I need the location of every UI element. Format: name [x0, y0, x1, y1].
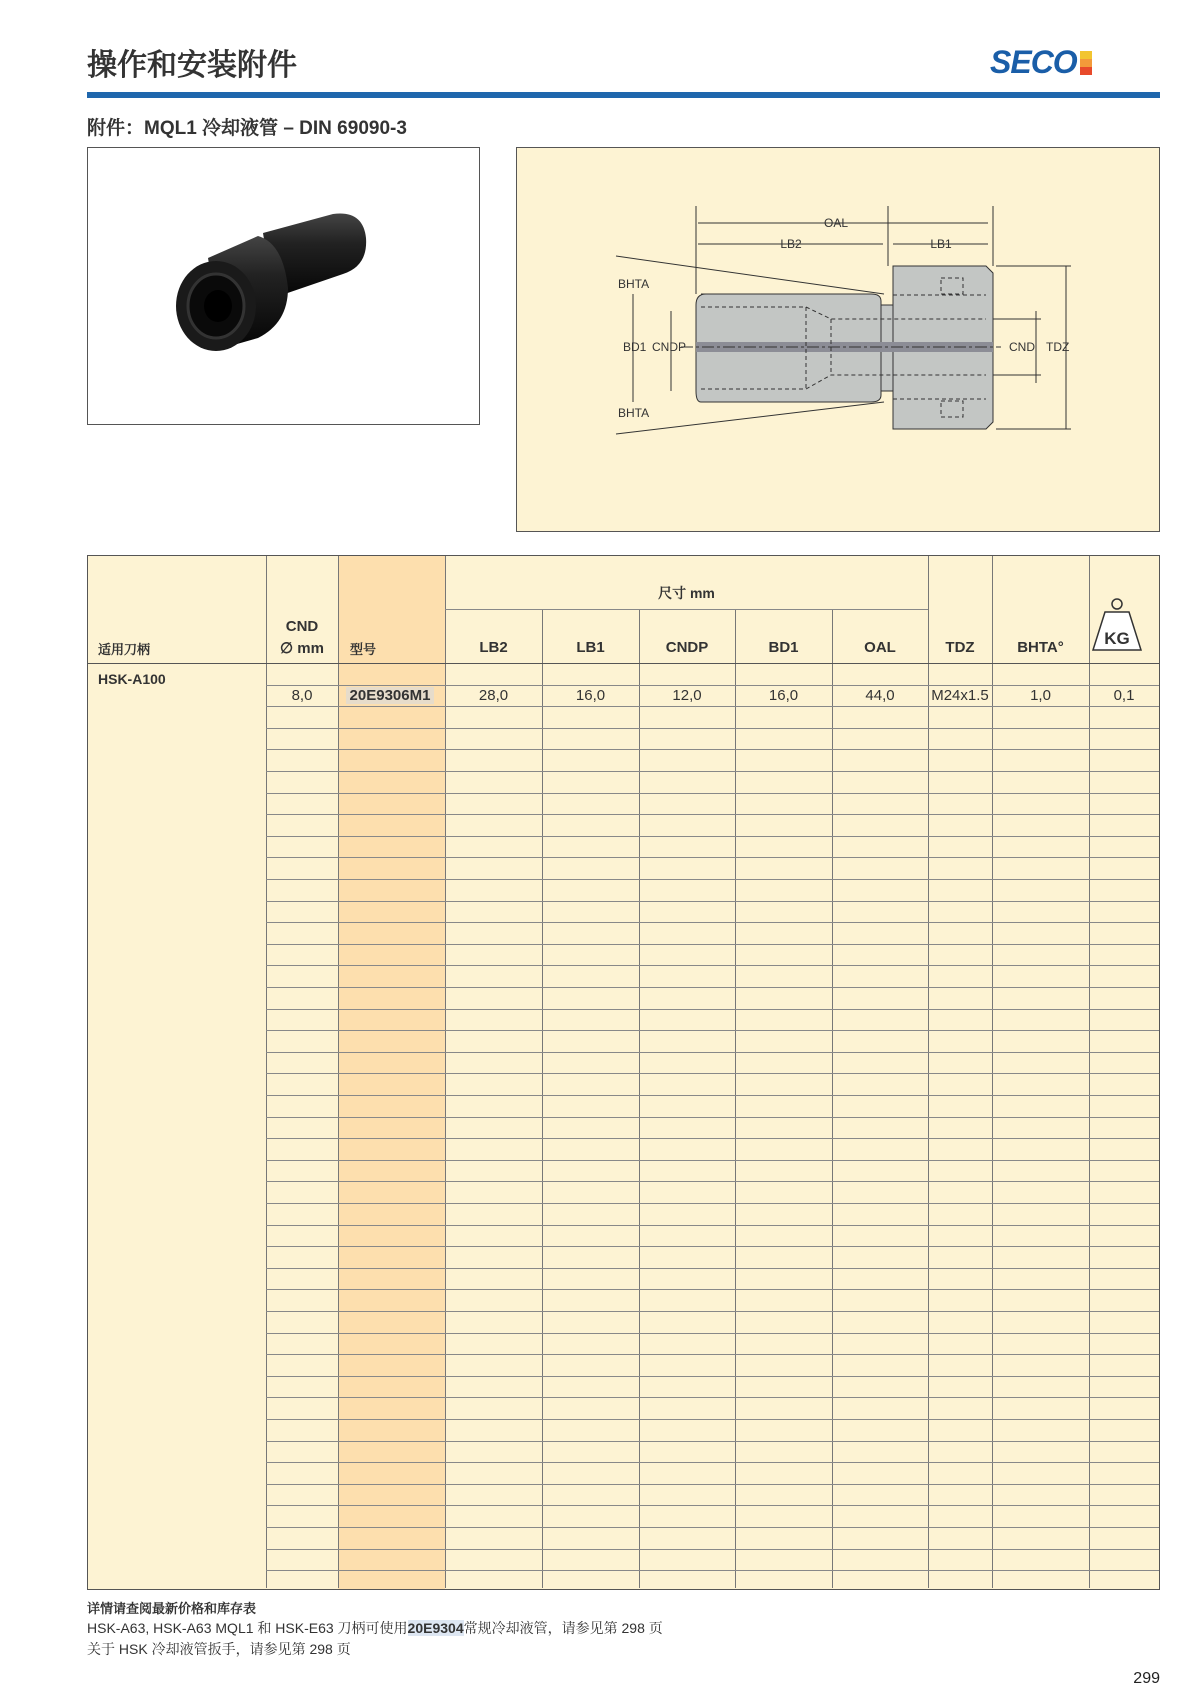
- holder-group-label: HSK-A100: [98, 671, 166, 687]
- cell-lb1: 16,0: [575, 686, 606, 704]
- row-divider: [266, 771, 1159, 772]
- row-divider: [266, 1354, 1159, 1355]
- page-title: 操作和安装附件: [87, 48, 297, 83]
- row-divider: [266, 1052, 1159, 1053]
- header-model: 型号: [350, 643, 377, 658]
- column-divider: [266, 556, 267, 1588]
- logo-squares: [1080, 51, 1092, 75]
- product-photo: [87, 147, 480, 425]
- product-table: [87, 555, 1160, 1590]
- lb2-label: LB2: [780, 237, 802, 251]
- row-divider: [266, 1397, 1159, 1398]
- footer-note-1: 详情请查阅最新价格和库存表: [87, 1602, 257, 1617]
- cell-bhta: 1,0: [1030, 686, 1051, 704]
- row-divider: [266, 944, 1159, 945]
- column-divider: [338, 556, 339, 1588]
- row-divider: [266, 793, 1159, 794]
- row-divider: [266, 965, 1159, 966]
- row-divider: [266, 1181, 1159, 1182]
- footer-note-3: 关于 HSK 冷却液管扳手，请参见第 298 页: [87, 1641, 351, 1657]
- cell-oal: 44,0: [865, 686, 895, 704]
- row-divider: [266, 836, 1159, 837]
- header-cnd: CND: [285, 618, 319, 635]
- header-kg: KG: [1104, 629, 1130, 648]
- row-divider: [266, 1462, 1159, 1463]
- header-cndp: CNDP: [665, 639, 709, 656]
- row-divider: [266, 1289, 1159, 1290]
- row-divider: [266, 1549, 1159, 1550]
- row-divider: [266, 1311, 1159, 1312]
- header-bhta: BHTA°: [1017, 639, 1064, 656]
- row-divider: [266, 1203, 1159, 1204]
- cell-model[interactable]: 20E9306M1: [346, 687, 434, 704]
- lb1-label: LB1: [930, 237, 952, 251]
- row-divider: [266, 1505, 1159, 1506]
- header-divider: [88, 663, 1159, 664]
- header-lb1: LB1: [576, 639, 605, 656]
- bhta-bottom-label: BHTA: [618, 406, 650, 420]
- row-divider: [266, 901, 1159, 902]
- row-divider: [266, 685, 1159, 686]
- row-divider: [266, 1009, 1159, 1010]
- row-divider: [266, 1376, 1159, 1377]
- footer-note-2-pre: HSK-A63, HSK-A63 MQL1 和 HSK-E63 刀柄可使用: [87, 1620, 408, 1636]
- row-divider: [266, 1160, 1159, 1161]
- seco-logo: [990, 44, 1092, 81]
- cell-cnd: 8,0: [291, 686, 313, 704]
- cell-lb2: 28,0: [478, 686, 509, 704]
- cell-tdz: M24x1.5: [931, 686, 989, 704]
- header-cnd-unit: ∅ mm: [280, 640, 324, 657]
- section-title: 附件：MQL1 冷却液管 – DIN 69090-3: [87, 118, 407, 139]
- cell-bd1: 16,0: [768, 686, 799, 704]
- row-divider: [266, 1246, 1159, 1247]
- column-divider: [992, 556, 993, 1588]
- row-divider: [266, 1419, 1159, 1420]
- row-divider: [266, 1117, 1159, 1118]
- row-divider: [266, 749, 1159, 750]
- row-divider: [266, 857, 1159, 858]
- cnd-label: CND: [1009, 340, 1035, 354]
- bd1-label: BD1: [623, 340, 647, 354]
- row-divider: [266, 1095, 1159, 1096]
- oal-label: OAL: [823, 216, 849, 230]
- row-divider: [266, 728, 1159, 729]
- row-divider: [266, 706, 1159, 707]
- row-divider: [266, 1030, 1159, 1031]
- page-number: 299: [1133, 1670, 1160, 1687]
- dimension-drawing: [516, 147, 1160, 532]
- bhta-top-label: BHTA: [618, 277, 650, 291]
- row-divider: [266, 1441, 1159, 1442]
- header-lb2: LB2: [479, 639, 508, 656]
- cndp-label: CNDP: [652, 340, 687, 354]
- header-tdz: TDZ: [945, 639, 975, 656]
- column-divider: [1089, 556, 1090, 1588]
- row-divider: [266, 1333, 1159, 1334]
- header-bd1: BD1: [768, 639, 799, 656]
- footer-note-2: [87, 1618, 663, 1638]
- row-divider: [266, 1225, 1159, 1226]
- cell-kg: 0,1: [1113, 686, 1135, 704]
- footer-note-2-post: 常规冷却液管，请参见第 298 页: [463, 1620, 663, 1636]
- row-divider: [266, 814, 1159, 815]
- row-divider: [266, 922, 1159, 923]
- tdz-label: TDZ: [1046, 340, 1070, 354]
- header-dims-group: 尺寸 mm: [658, 585, 715, 601]
- row-divider: [266, 1527, 1159, 1528]
- column-divider: [445, 556, 446, 1588]
- row-divider: [266, 1570, 1159, 1571]
- row-divider: [266, 1138, 1159, 1139]
- row-divider: [266, 879, 1159, 880]
- header-oal: OAL: [864, 639, 896, 656]
- footer-product-link[interactable]: 20E9304: [407, 1620, 464, 1636]
- row-divider: [266, 1073, 1159, 1074]
- row-divider: [266, 1268, 1159, 1269]
- row-divider: [266, 1484, 1159, 1485]
- column-divider: [928, 556, 929, 1588]
- header-rule: [87, 92, 1160, 98]
- group-divider: [445, 609, 928, 610]
- logo-text: SECO: [990, 44, 1077, 80]
- cell-cndp: 12,0: [672, 686, 702, 704]
- row-divider: [266, 987, 1159, 988]
- header-holder: 适用刀柄: [98, 643, 151, 658]
